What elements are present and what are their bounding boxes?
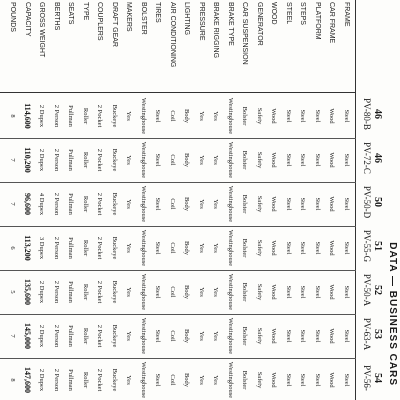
table-cell: 4 Dupex: [38, 192, 46, 216]
table-cell: Coil: [169, 242, 176, 254]
row-label: GENERATOR: [256, 2, 263, 46]
table-cell: 110,200: [23, 147, 32, 173]
table-cell: Safety: [256, 151, 263, 169]
table-cell: Yes: [212, 375, 220, 385]
table-cell: 2 Pocket: [96, 192, 104, 216]
row-label: BOLSTER: [140, 2, 147, 35]
table-cell: Body: [183, 196, 191, 212]
table-cell: Steel: [299, 109, 307, 123]
table-cell: Pullman: [67, 281, 75, 303]
table-cell: Steel: [299, 373, 307, 387]
column-header: [356, 270, 382, 310]
table-cell: 8: [9, 378, 17, 382]
column-year: 46: [372, 109, 383, 119]
table-cell: 2 Pocket: [96, 324, 104, 348]
table-cell: Steel: [285, 109, 292, 123]
table-cell: Yes: [125, 331, 133, 341]
table-cell: 2 Person: [53, 368, 60, 392]
table-cell: 2 Person: [53, 324, 60, 348]
table-cell: Bolster: [241, 106, 249, 126]
table-cell: 2 Person: [53, 192, 60, 216]
row-label: BRAKE TYPE: [227, 2, 234, 46]
column-car-name: PV-56-: [362, 365, 372, 391]
table-cell: Buckeye: [111, 236, 118, 260]
table-cell: Body: [183, 372, 191, 388]
row-label: TYPE: [82, 2, 89, 21]
table-cell: Safety: [256, 195, 263, 213]
table-cell: 2 Person: [53, 280, 60, 304]
table-cell: Westinghouse: [140, 273, 147, 311]
row-label: SEATS: [67, 2, 75, 25]
table-cell: Body: [183, 240, 191, 256]
data-column: [0, 314, 356, 359]
row-labels: [0, 0, 356, 93]
table-cell: Yes: [125, 111, 133, 121]
table-cell: Body: [183, 152, 191, 168]
row-label: CAPACITY: [24, 2, 31, 37]
table-cell: Westinghouse: [227, 185, 234, 223]
table-cell: 6: [9, 246, 17, 250]
table-cell: Pullman: [67, 369, 75, 391]
table-cell: Steel: [314, 153, 321, 167]
table-cell: Yes: [125, 243, 133, 253]
table-cell: Westinghouse: [140, 361, 147, 399]
table-cell: Buckeye: [111, 280, 118, 304]
table-cell: Steel: [343, 241, 350, 255]
table-cell: Pullman: [67, 105, 75, 127]
row-label: STEPS: [299, 2, 307, 25]
table-cell: Westinghouse: [227, 317, 234, 355]
table-cell: Coil: [169, 154, 176, 166]
table-cell: Roller: [82, 107, 89, 125]
row-label: PLATFORM: [314, 2, 321, 40]
table-cell: Yes: [212, 199, 220, 209]
table-cell: 2 Pocket: [96, 104, 104, 128]
column-year: 50: [372, 197, 383, 207]
table-cell: Safety: [256, 371, 263, 389]
table-cell: Safety: [256, 283, 263, 301]
table-cell: Body: [183, 108, 191, 124]
table-cell: Wood: [328, 372, 336, 388]
table-cell: Steel: [343, 373, 350, 387]
column-car-name: PV-63-A: [362, 317, 372, 351]
row-label: STEEL: [285, 2, 292, 25]
table-cell: 7: [9, 158, 17, 162]
table-cell: 2 Dupex: [38, 104, 46, 128]
table-cell: Westinghouse: [140, 97, 147, 135]
column-year: 54: [372, 373, 383, 383]
table-cell: Wood: [328, 328, 336, 344]
table-cell: Westinghouse: [227, 361, 234, 399]
table-cell: Westinghouse: [140, 229, 147, 267]
row-label: CAR SUSPENSION: [241, 2, 249, 65]
table-cell: 2 Dupex: [38, 148, 46, 172]
table-cell: 2 Pocket: [96, 280, 104, 304]
table-cell: Pullman: [67, 325, 75, 347]
column-header: [356, 182, 382, 222]
row-label: LIGHTING: [183, 2, 191, 36]
column-car-name: PV-80-B: [362, 98, 372, 130]
column-header: [356, 226, 382, 266]
table-cell: Steel: [314, 285, 321, 299]
table-cell: Steel: [314, 329, 321, 343]
column-year: 53: [372, 329, 383, 339]
column-year: 52: [372, 285, 383, 295]
table-cell: Roller: [82, 239, 89, 257]
table-cell: Steel: [343, 329, 350, 343]
column-header: [356, 314, 382, 354]
table-cell: Steel: [299, 241, 307, 255]
table-cell: Steel: [285, 153, 292, 167]
table-cell: Wood: [270, 284, 278, 300]
table-cell: 2 Dupex: [38, 324, 46, 348]
column-header: [356, 94, 382, 134]
table-cell: 135,600: [23, 279, 32, 305]
row-label: DRAFT GEAR: [111, 2, 118, 47]
row-label: AIR CONDITIONING: [169, 2, 176, 68]
table-cell: Steel: [299, 329, 307, 343]
table-cell: Buckeye: [111, 148, 118, 172]
table-cell: Roller: [82, 327, 89, 345]
table-title: DATA — BUSINESS CARS: [387, 242, 398, 386]
table-cell: Steel: [154, 373, 162, 387]
table-cell: Steel: [285, 329, 292, 343]
table-cell: 96,600: [23, 193, 32, 215]
row-label: GROSS WEIGHT: [38, 2, 46, 58]
row-label: BERTHS: [53, 2, 60, 31]
table-cell: Coil: [169, 198, 176, 210]
table-cell: Yes: [212, 287, 220, 297]
column-header-row: [355, 0, 382, 400]
table-cell: Wood: [270, 108, 278, 124]
table-cell: Yes: [125, 287, 133, 297]
column-header: [356, 138, 382, 178]
table-cell: Westinghouse: [140, 141, 147, 179]
row-label: CAR FRAME: [328, 2, 336, 44]
table-cell: Steel: [314, 241, 321, 255]
row-label: POUNDS: [9, 2, 17, 32]
column-car-name: PV-50-D: [362, 185, 372, 219]
table-cell: Steel: [299, 197, 307, 211]
column-year: 51: [372, 241, 383, 251]
table-cell: Wood: [328, 108, 336, 124]
data-column: [0, 270, 356, 315]
table-cell: Steel: [154, 329, 162, 343]
table-cell: Wood: [270, 328, 278, 344]
table-cell: 2 Person: [53, 236, 60, 260]
table-cell: Bolster: [241, 370, 249, 390]
column-car-name: PV-72-C: [362, 142, 372, 174]
table-cell: Steel: [285, 197, 292, 211]
row-label: MAKERS: [125, 2, 133, 32]
table-cell: Westinghouse: [227, 97, 234, 135]
table-cell: Yes: [198, 375, 205, 385]
table-cell: Buckeye: [111, 324, 118, 348]
column-header: [356, 358, 382, 398]
table-cell: Safety: [256, 239, 263, 257]
table-cell: Westinghouse: [227, 141, 234, 179]
table-cell: Yes: [212, 331, 220, 341]
table-cell: Wood: [328, 196, 336, 212]
table-cell: Buckeye: [111, 368, 118, 392]
table-cell: Pullman: [67, 237, 75, 259]
table-cell: Bolster: [241, 150, 249, 170]
table-cell: Yes: [212, 111, 220, 121]
table-cell: 2 Pocket: [96, 236, 104, 260]
column-year: 46: [372, 153, 383, 163]
column-car-name: PV-55-G: [362, 229, 372, 263]
table-cell: Coil: [169, 330, 176, 342]
data-column: [0, 358, 356, 400]
table-cell: Steel: [343, 197, 350, 211]
table-cell: Wood: [328, 240, 336, 256]
table-cell: Coil: [169, 286, 176, 298]
table-cell: Bolster: [241, 238, 249, 258]
table-cell: Westinghouse: [227, 273, 234, 311]
table-cell: Steel: [285, 285, 292, 299]
table-cell: 2 Dupex: [38, 280, 46, 304]
table-cell: Coil: [169, 110, 176, 122]
table-cell: Steel: [154, 241, 162, 255]
table-cell: Roller: [82, 195, 89, 213]
table-cell: Yes: [198, 331, 205, 341]
table-cell: 2 Dupex: [38, 368, 46, 392]
table-cell: Steel: [314, 197, 321, 211]
table-cell: Roller: [82, 283, 89, 301]
table-cell: Coil: [169, 374, 176, 386]
table-cell: Pullman: [67, 193, 75, 215]
row-label: PRESSURE: [198, 2, 205, 41]
data-column: [0, 138, 356, 183]
row-label: BRAKE RIGGING: [212, 2, 220, 59]
row-label: TIRES: [154, 2, 162, 23]
table-cell: Steel: [314, 109, 321, 123]
table-cell: Steel: [154, 197, 162, 211]
table-cell: Steel: [285, 373, 292, 387]
table-cell: Westinghouse: [140, 317, 147, 355]
table-cell: Steel: [299, 153, 307, 167]
table-cell: 145,000: [23, 323, 32, 349]
table-cell: Yes: [125, 375, 133, 385]
table-cell: 3 Dupex: [38, 236, 46, 260]
data-column: [0, 182, 356, 227]
table-cell: 2 Pocket: [96, 368, 104, 392]
table-cell: 7: [9, 202, 17, 206]
table-cell: Buckeye: [111, 192, 118, 216]
row-label: FRAME: [343, 2, 350, 27]
table-cell: Steel: [299, 285, 307, 299]
table-cell: 7: [9, 334, 17, 338]
column-car-name: PV-50-A: [362, 273, 372, 307]
table-cell: Steel: [154, 153, 162, 167]
table-cell: 2 Person: [53, 104, 60, 128]
table-cell: 2 Person: [53, 148, 60, 172]
table-cell: Steel: [285, 241, 292, 255]
table-cell: 147,600: [23, 367, 32, 393]
table-cell: Wood: [270, 152, 278, 168]
table-cell: Yes: [198, 287, 205, 297]
table-cell: Yes: [198, 199, 205, 209]
table-cell: Bolster: [241, 282, 249, 302]
table-cell: 5: [9, 290, 17, 294]
table-cell: Pullman: [67, 149, 75, 171]
table-cell: Steel: [343, 153, 350, 167]
table-cell: Steel: [314, 373, 321, 387]
data-column: [0, 226, 356, 271]
table-cell: Roller: [82, 151, 89, 169]
table-cell: Yes: [198, 243, 205, 253]
table-cell: Yes: [212, 155, 220, 165]
table-cell: Buckeye: [111, 104, 118, 128]
table-cell: Steel: [154, 285, 162, 299]
table-cell: Body: [183, 284, 191, 300]
table-cell: Steel: [343, 285, 350, 299]
table-cell: Steel: [343, 109, 350, 123]
table-cell: Yes: [198, 155, 205, 165]
table-cell: Wood: [270, 196, 278, 212]
table-cell: Steel: [154, 109, 162, 123]
table-cell: Yes: [212, 243, 220, 253]
table-cell: Yes: [198, 111, 205, 121]
table-cell: 8: [9, 114, 17, 118]
table-cell: Body: [183, 328, 191, 344]
table-cell: Roller: [82, 371, 89, 389]
table-cell: Safety: [256, 327, 263, 345]
row-label: COUPLERS: [96, 2, 104, 41]
table-cell: Wood: [328, 152, 336, 168]
table-cell: Wood: [270, 240, 278, 256]
table-cell: Yes: [125, 155, 133, 165]
table-cell: 2 Pocket: [96, 148, 104, 172]
row-label: WOOD: [270, 2, 278, 25]
table-cell: Bolster: [241, 194, 249, 214]
table-cell: Westinghouse: [227, 229, 234, 267]
table-cell: Wood: [270, 372, 278, 388]
table-cell: 114,600: [23, 103, 32, 129]
table-cell: 113,200: [23, 235, 32, 261]
table-cell: Safety: [256, 107, 263, 125]
table-cell: Wood: [328, 284, 336, 300]
data-column: [0, 94, 356, 139]
table-cell: Bolster: [241, 326, 249, 346]
table-cell: Westinghouse: [140, 185, 147, 223]
table-cell: Yes: [125, 199, 133, 209]
